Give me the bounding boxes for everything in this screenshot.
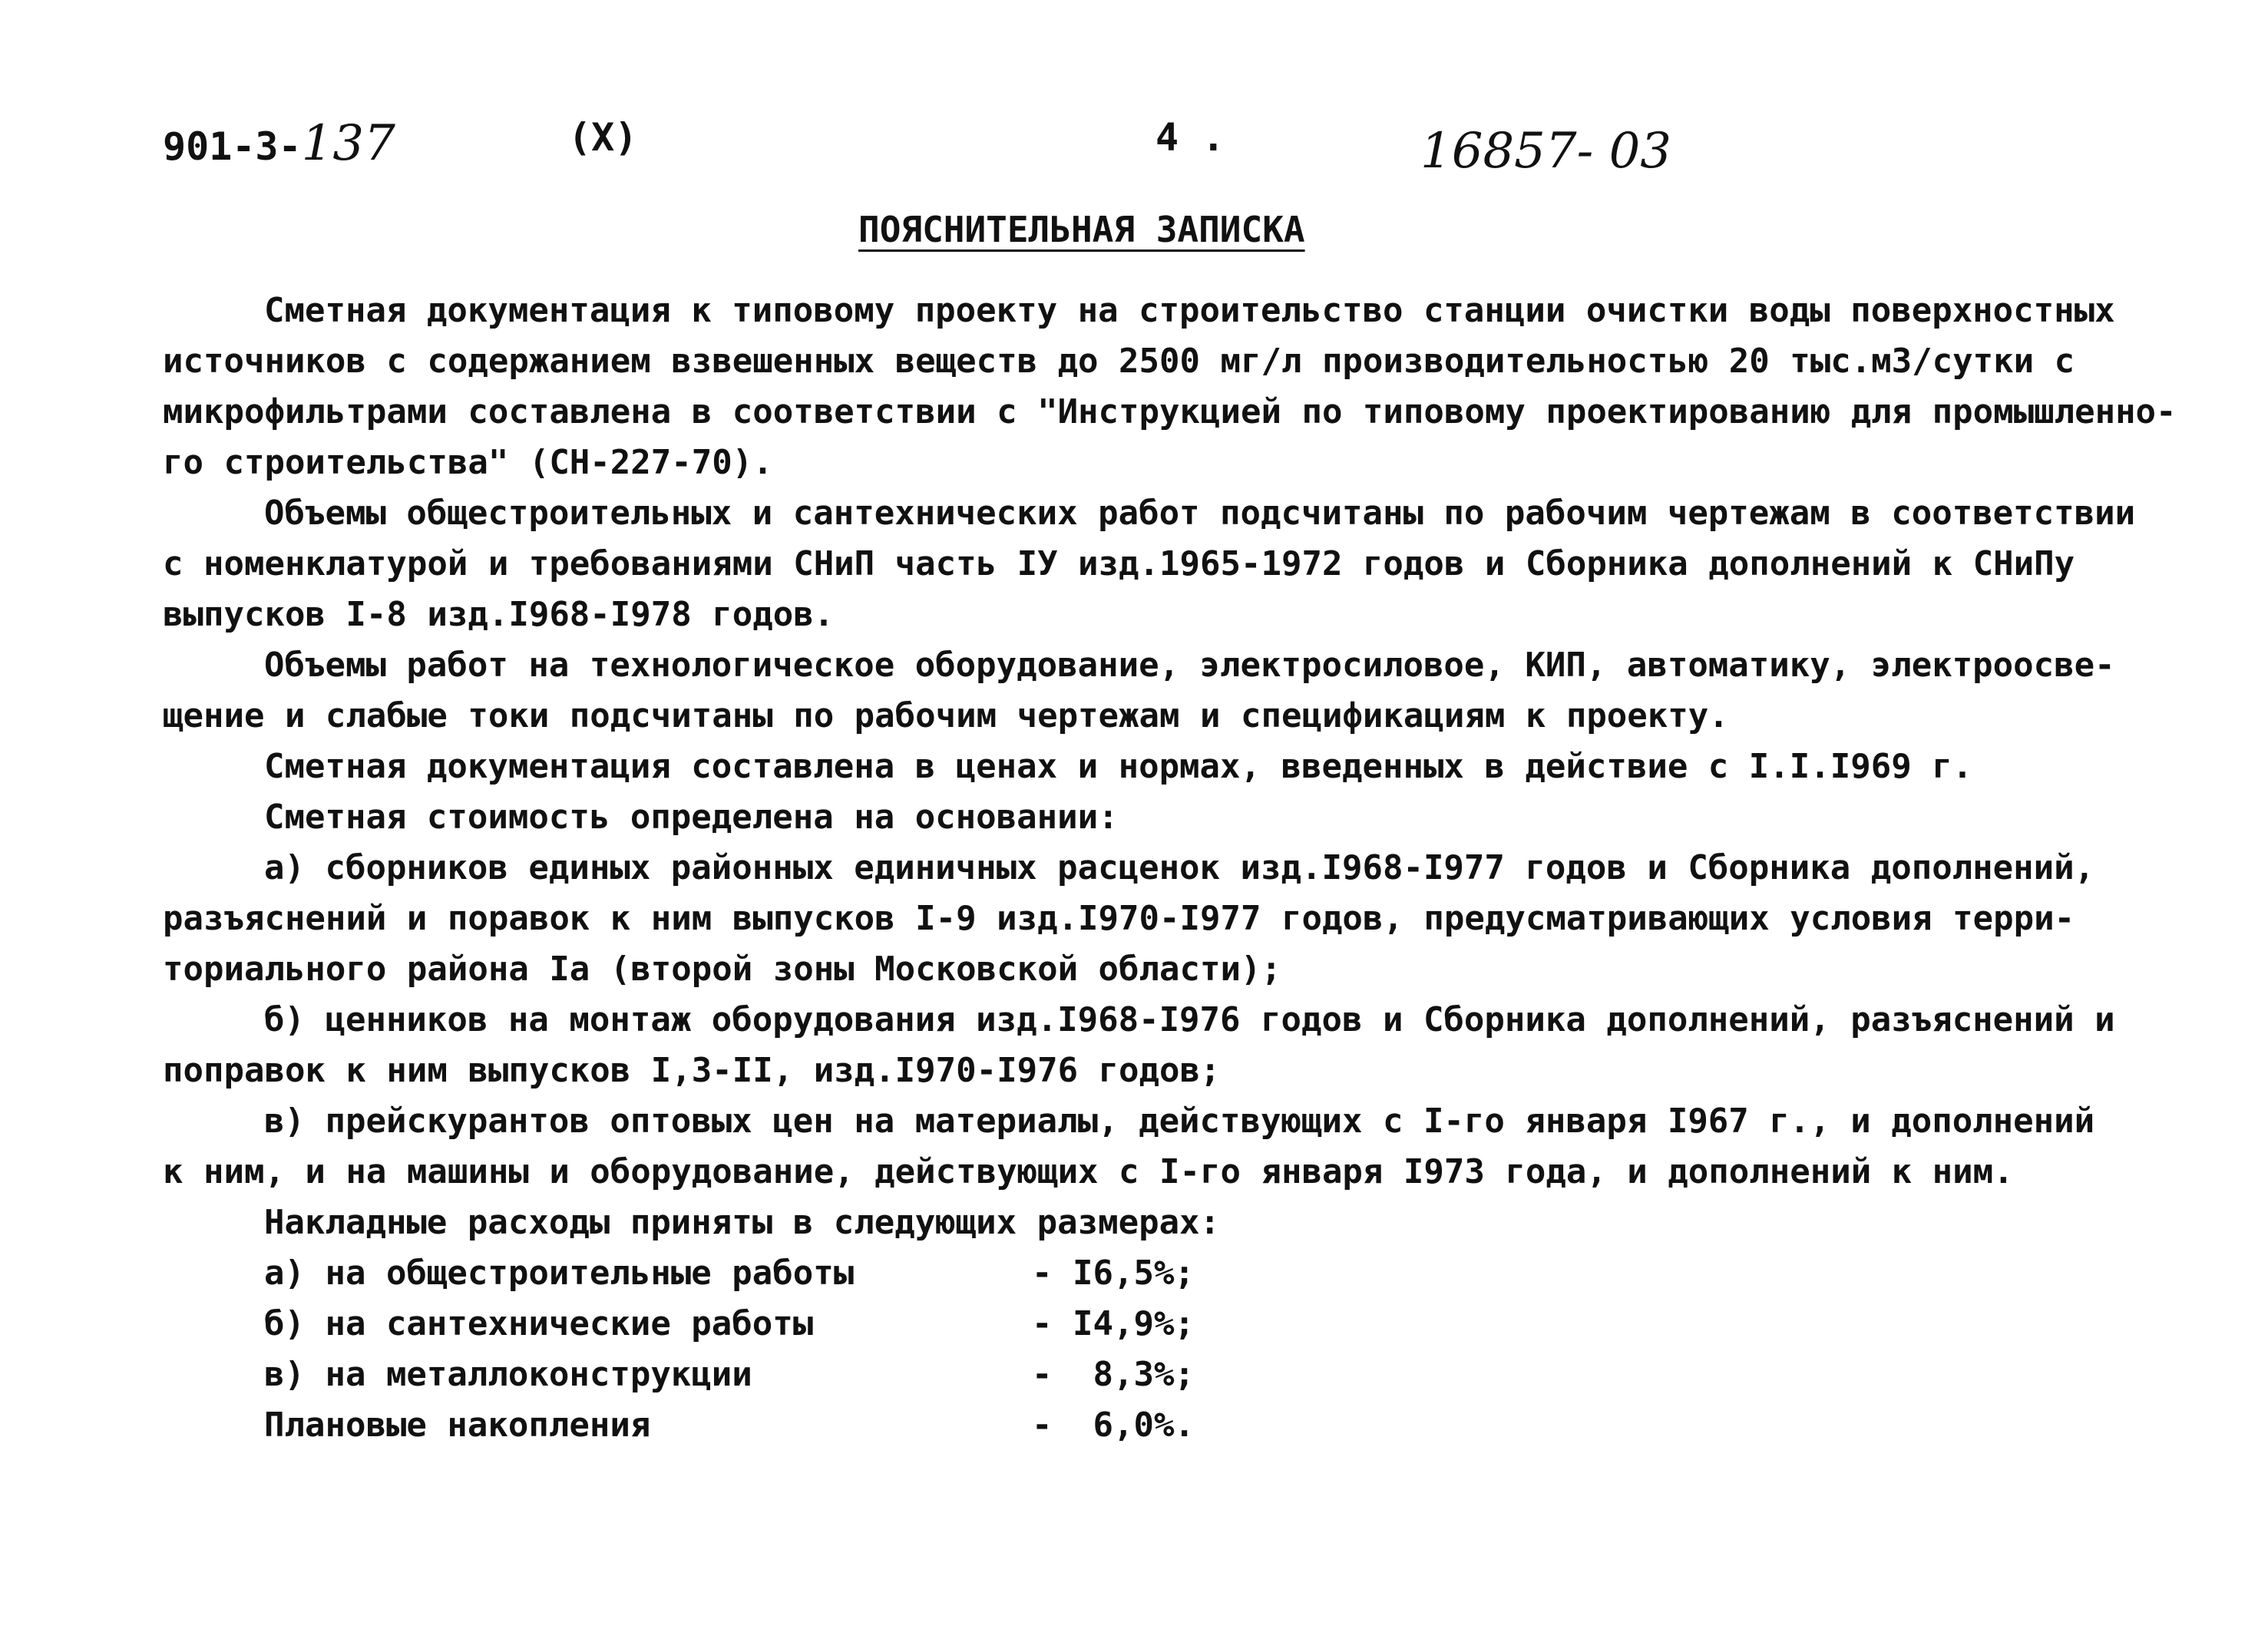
paragraph xyxy=(163,742,2128,792)
paragraph xyxy=(163,286,2177,488)
rate-value: - 6,0%. xyxy=(1032,1406,1195,1445)
text-line: к ним, и на машины и оборудование, действующих с I-го января I973 года, и дополнений к ним. xyxy=(163,1152,2014,1191)
document-body xyxy=(163,286,2177,1451)
paragraph xyxy=(163,488,2136,640)
text-line: в) прейскурантов оптовых цен на материалы, действующих с I-го января I967 г., и дополнений xyxy=(264,1102,2095,1141)
rate-label: в) на металлоконструкции xyxy=(264,1355,752,1394)
text-line: Объемы общестроительных и сантехнических работ подсчитаны по рабочим чертежам в соответствии xyxy=(264,494,2136,533)
document-number: 16857- 03 xyxy=(1420,123,1671,180)
header-code-printed: 901-3- xyxy=(163,124,302,169)
page-number xyxy=(1155,115,1225,160)
document-title: ПОЯСНИТЕЛЬНАЯ ЗАПИСКА xyxy=(858,209,1305,250)
page-number-dot: . xyxy=(1202,115,1225,160)
rate-value: - 8,3%; xyxy=(1032,1355,1195,1394)
rate-label: Плановые накопления xyxy=(264,1406,651,1445)
text-line: источников с содержанием взвешенных веществ до 2500 мг/л производительностью 20 тыс.м3/сутки с xyxy=(163,342,2075,381)
text-line: Сметная стоимость определена на основании: xyxy=(264,798,1119,837)
rate-label: б) на сантехнические работы xyxy=(264,1304,814,1343)
rate-row xyxy=(163,1248,2128,1299)
paragraph xyxy=(163,792,2128,843)
header-code-handwritten: 137 xyxy=(301,115,395,172)
rate-value: - I6,5%; xyxy=(1032,1254,1195,1293)
paragraph xyxy=(163,640,2128,742)
header-code xyxy=(163,115,395,172)
rates-list xyxy=(163,1248,2128,1451)
rate-row xyxy=(163,1350,2128,1400)
header-mark: (X) xyxy=(568,115,638,160)
text-line: поправок к ним выпусков I,3-II, изд.I970-I976 годов; xyxy=(163,1051,1221,1090)
text-line: щение и слабые токи подсчитаны по рабочим чертежам и спецификациям к проекту. xyxy=(163,696,1729,735)
paragraph xyxy=(163,1198,2128,1248)
text-line: а) сборников единых районных единичных расценок изд.I968-I977 годов и Сборника дополнений, xyxy=(264,848,2095,887)
rate-row xyxy=(163,1400,2128,1451)
text-line: б) ценников на монтаж оборудования изд.I968-I976 годов и Сборника дополнений, разъяснений и xyxy=(264,1000,2115,1039)
text-line: Объемы работ на технологическое оборудование, электросиловое, КИП, автоматику, электроосве- xyxy=(264,646,2115,685)
text-line: го строительства" (СН-227-70). xyxy=(163,443,773,482)
text-line: выпусков I-8 изд.I968-I978 годов. xyxy=(163,595,835,634)
list-item xyxy=(163,843,2128,995)
list-item xyxy=(163,995,2128,1096)
text-line: с номенклатурой и требованиями СНиП часть IУ изд.1965-1972 годов и Сборника дополнений к СНиПу xyxy=(163,544,2075,583)
text-line: Сметная документация к типовому проекту на строительство станции очистки воды поверхностных xyxy=(264,291,2115,330)
rate-value: - I4,9%; xyxy=(1032,1304,1195,1343)
rate-row xyxy=(163,1299,2128,1350)
text-line: Сметная документация составлена в ценах и нормах, введенных в действие с I.I.I969 г. xyxy=(264,747,1973,786)
page-number-value: 4 xyxy=(1155,115,1179,160)
text-line: Накладные расходы приняты в следующих размерах: xyxy=(264,1203,1221,1242)
text-line: ториального района Iа (второй зоны Московской области); xyxy=(163,950,1281,989)
text-line: разъяснений и поравок к ним выпусков I-9 изд.I970-I977 годов, предусматривающих условия терри- xyxy=(163,899,2075,938)
list-item xyxy=(163,1096,2128,1198)
text-line: микрофильтрами составлена в соответствии с "Инструкцией по типовому проектированию для промышленно- xyxy=(163,392,2177,431)
rate-label: а) на общестроительные работы xyxy=(264,1254,855,1293)
